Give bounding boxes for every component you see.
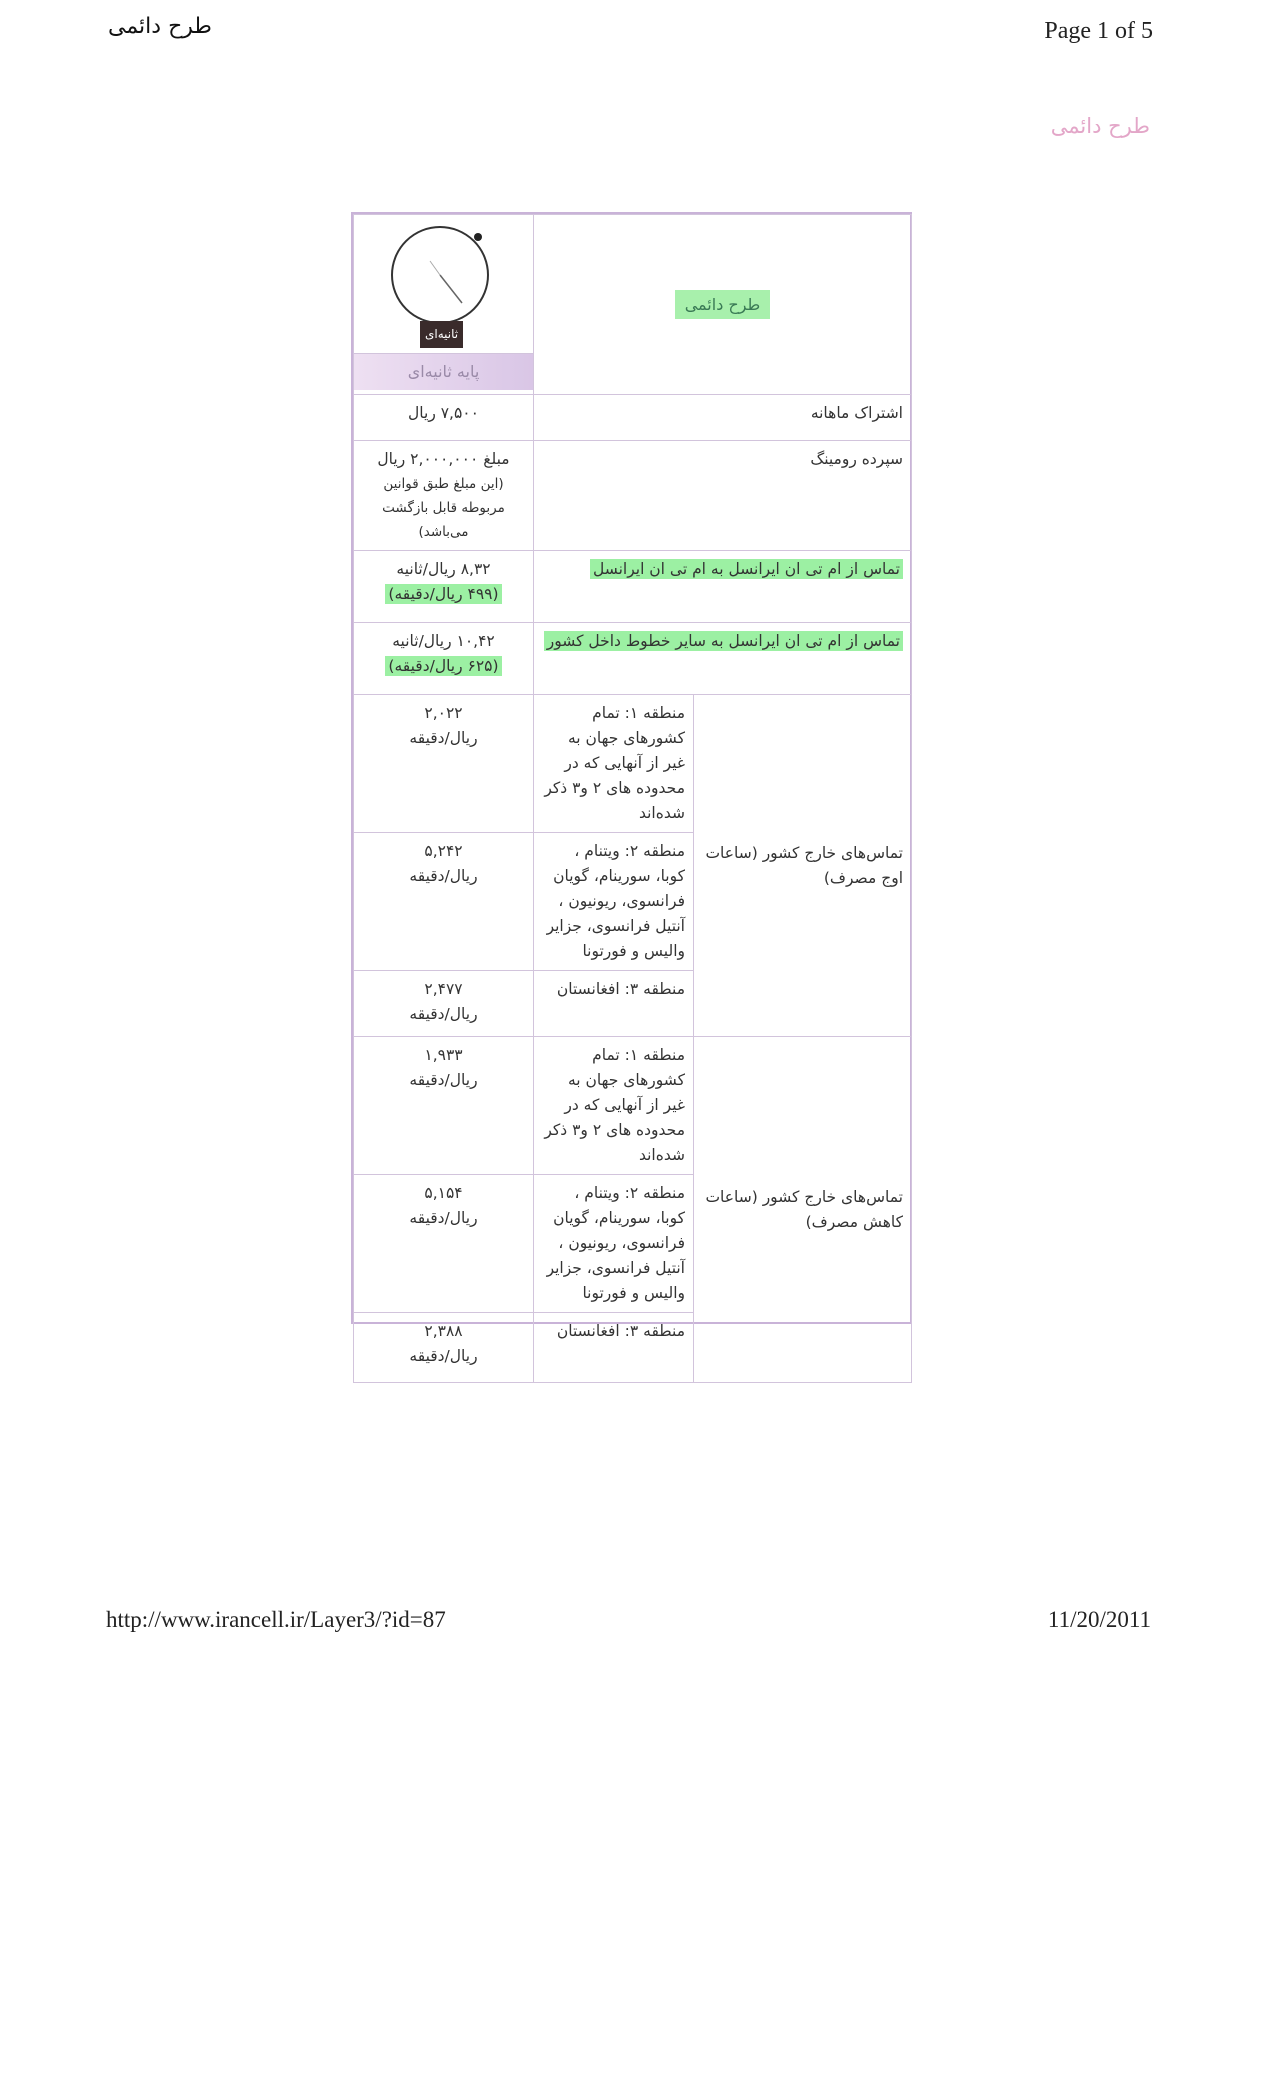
offpeak-zone-2-unit: ریال/دقیقه: [409, 1209, 478, 1227]
peak-zone-3-value: ۲,۴۷۷: [424, 980, 463, 998]
peak-zone-3-unit: ریال/دقیقه: [409, 1005, 478, 1023]
peak-label: تماس‌های خارج کشور (ساعات اوج مصرف): [694, 695, 912, 1037]
peak-zone-1-name: منطقه ۱: تمام کشورهای جهان به غیر از آنهایی که در محدوده های ۲ و۳ ذکر شده‌اند: [534, 695, 694, 833]
roaming-label: سپرده رومینگ: [534, 441, 912, 551]
irancell-call-value-min: (۴۹۹ ریال/دقیقه): [385, 584, 501, 604]
offpeak-zone-1-price: [354, 1037, 534, 1175]
irancell-call-label: تماس از ام تی ان ایرانسل به ام تی ان ایرانسل: [590, 559, 903, 579]
domestic-call-label-cell: [534, 623, 912, 695]
offpeak-zone-3-unit: ریال/دقیقه: [409, 1347, 478, 1365]
clock-tag: ثانیه‌ای: [420, 321, 463, 348]
monthly-label: اشتراک ماهانه: [534, 395, 912, 441]
offpeak-zone-3-price: [354, 1313, 534, 1383]
domestic-call-value-min: (۶۲۵ ریال/دقیقه): [385, 656, 501, 676]
peak-zone-2-name: منطقه ۲: ویتنام ، کوبا، سورینام، گویان فرانسوی، ریونیون ، آنتیل فرانسوی، جزایر والیس و فورتونا: [534, 833, 694, 971]
roaming-value-cell: [354, 441, 534, 551]
clock-cell: [354, 215, 534, 395]
peak-zone-3-price: [354, 971, 534, 1037]
monthly-value: ۷,۵۰۰ ریال: [354, 395, 534, 441]
table-row: [354, 623, 912, 695]
peak-zone-1-unit: ریال/دقیقه: [409, 729, 478, 747]
table-row: [354, 1037, 912, 1175]
footer-date: 11/20/2011: [1047, 1607, 1151, 1632]
offpeak-zone-1-name: منطقه ۱: تمام کشورهای جهان به غیر از آنهایی که در محدوده های ۲ و۳ ذکر شده‌اند: [534, 1037, 694, 1175]
peak-zone-2-unit: ریال/دقیقه: [409, 867, 478, 885]
irancell-call-value-sec: ۸,۳۲ ریال/ثانیه: [396, 560, 491, 578]
offpeak-zone-1-unit: ریال/دقیقه: [409, 1071, 478, 1089]
peak-zone-2-price: [354, 833, 534, 971]
peak-zone-1-price: [354, 695, 534, 833]
domestic-call-value-cell: [354, 623, 534, 695]
plan-table-wrapper: [351, 212, 912, 1365]
roaming-note: (این مبلغ طبق قوانین مربوطه قابل بازگشت می‌باشد): [382, 476, 505, 540]
plan-title-cell: [534, 215, 912, 395]
offpeak-zone-2-price: [354, 1175, 534, 1313]
plan-table: [353, 214, 912, 1383]
base-label: پایه ثانیه‌ای: [354, 353, 533, 390]
clock-illustration: [354, 215, 533, 353]
header-title: طرح دائمی: [108, 14, 212, 39]
clock-icon: [388, 221, 498, 331]
offpeak-label: تماس‌های خارج کشور (ساعات کاهش مصرف): [694, 1037, 912, 1383]
peak-zone-2-value: ۵,۲۴۲: [424, 842, 463, 860]
offpeak-zone-2-value: ۵,۱۵۴: [424, 1184, 463, 1202]
table-row: [354, 395, 912, 441]
offpeak-zone-3-value: ۲,۳۸۸: [424, 1322, 463, 1340]
footer-url: http://www.irancell.ir/Layer3/?id=87: [106, 1607, 446, 1632]
domestic-call-value-sec: ۱۰,۴۲ ریال/ثانیه: [392, 632, 495, 650]
roaming-value: مبلغ ۲,۰۰۰,۰۰۰ ریال: [377, 450, 510, 468]
peak-zone-3-name: منطقه ۳: افغانستان: [534, 971, 694, 1037]
irancell-call-label-cell: [534, 551, 912, 623]
offpeak-zone-1-value: ۱,۹۳۳: [424, 1046, 463, 1064]
table-row: [354, 215, 912, 395]
page-indicator: Page 1 of 5: [1044, 18, 1153, 44]
table-row: [354, 695, 912, 833]
offpeak-zone-2-name: منطقه ۲: ویتنام ، کوبا، سورینام، گویان فرانسوی، ریونیون ، آنتیل فرانسوی، جزایر والیس و فورتونا: [534, 1175, 694, 1313]
irancell-call-value-cell: [354, 551, 534, 623]
peak-zone-1-value: ۲,۰۲۲: [424, 704, 463, 722]
domestic-call-label: تماس از ام تی ان ایرانسل به سایر خطوط داخل کشور: [544, 631, 903, 651]
table-row: [354, 441, 912, 551]
offpeak-zone-3-name: منطقه ۳: افغانستان: [534, 1313, 694, 1383]
table-row: [354, 551, 912, 623]
faint-page-title: طرح دائمی: [1050, 114, 1150, 138]
plan-title-badge: طرح دائمی: [675, 290, 771, 319]
